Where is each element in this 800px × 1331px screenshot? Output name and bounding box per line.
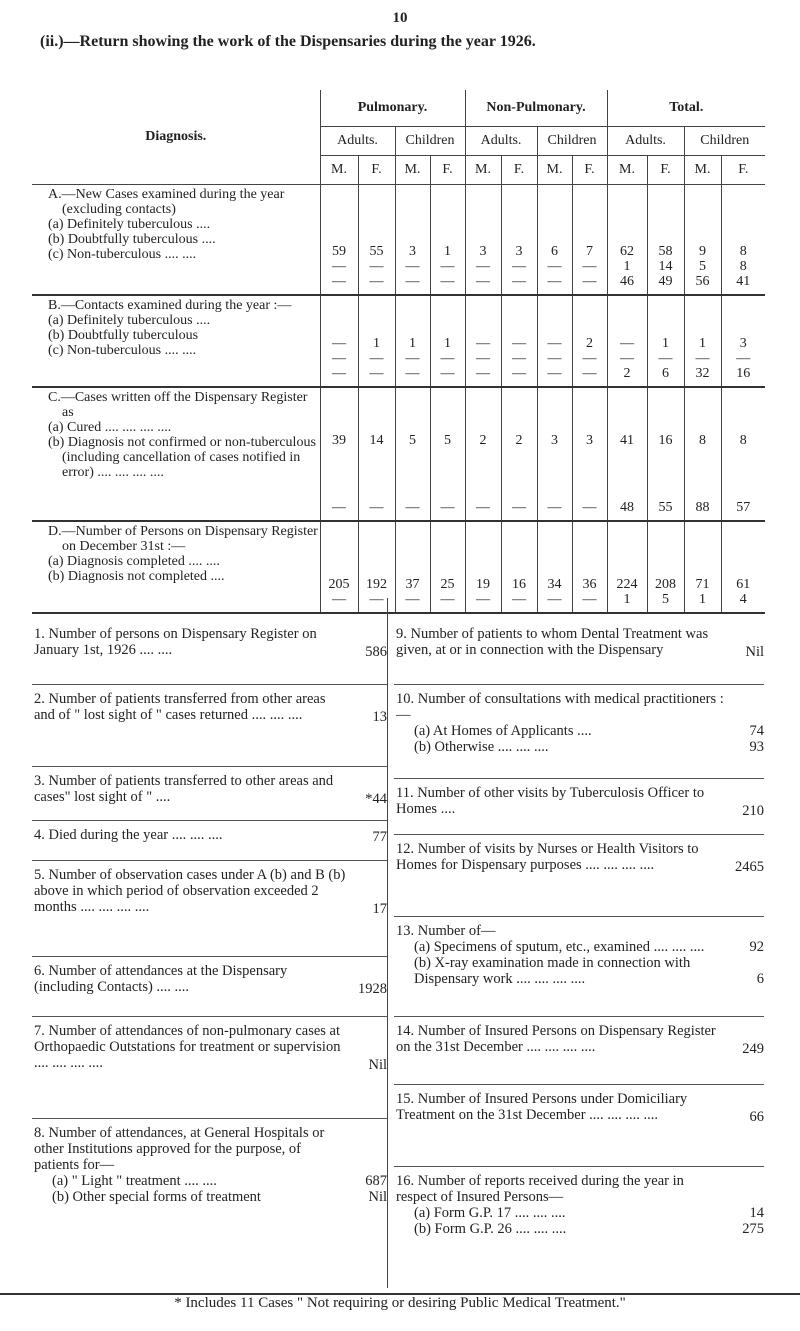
header-f: F. bbox=[358, 156, 395, 185]
value-cell bbox=[537, 295, 572, 387]
item-text: 13. Number of— bbox=[396, 923, 496, 939]
cell-value: 32 bbox=[695, 365, 710, 381]
sub-value: 93 bbox=[749, 739, 764, 755]
header-diagnosis: Diagnosis. bbox=[32, 90, 320, 185]
cell-value: — bbox=[405, 499, 420, 515]
item-value: 66 bbox=[749, 1109, 764, 1125]
item-sub bbox=[394, 1221, 764, 1237]
left_items-item bbox=[32, 860, 387, 921]
header-f: F. bbox=[647, 156, 684, 185]
cell-value: 59 bbox=[332, 243, 346, 259]
cell-value: 8 bbox=[739, 432, 747, 448]
value-cell bbox=[358, 185, 395, 295]
cell-value: — bbox=[405, 591, 420, 607]
value-cell bbox=[395, 387, 430, 521]
cell-value: — bbox=[369, 365, 384, 381]
value-cell bbox=[465, 185, 501, 295]
cell-value: 34 bbox=[547, 576, 562, 592]
value-cell bbox=[647, 387, 684, 521]
cell-value: 3 bbox=[409, 243, 416, 259]
item-text: 11. Number of other visits by Tuberculosis Officer to Homes .... bbox=[396, 785, 705, 817]
column-divider bbox=[387, 598, 388, 1288]
item-value: 77 bbox=[372, 829, 387, 845]
cell-value: 1 bbox=[623, 258, 631, 274]
sub-text: (b) Form G.P. 26 .... .... .... bbox=[414, 1221, 567, 1237]
right_items-item bbox=[394, 1084, 764, 1129]
cell-value: — bbox=[405, 350, 420, 366]
cell-value: — bbox=[512, 273, 526, 289]
cell-value: 88 bbox=[695, 499, 710, 515]
cell-value: — bbox=[512, 499, 526, 515]
right_items-item bbox=[394, 1016, 764, 1061]
section-label bbox=[32, 185, 320, 295]
sub-value: 14 bbox=[749, 1205, 764, 1221]
cell-value: — bbox=[405, 365, 420, 381]
header-pulmonary: Pulmonary. bbox=[320, 90, 465, 127]
table-section bbox=[32, 185, 765, 295]
right_items-item bbox=[394, 778, 764, 823]
cell-value: 224 bbox=[616, 576, 638, 592]
section-label bbox=[32, 387, 320, 521]
page-title: (ii.)—Return showing the work of the Dispensaries during the year 1926. bbox=[40, 33, 536, 50]
section-label bbox=[32, 295, 320, 387]
left_items-item bbox=[32, 1016, 387, 1077]
header-m: M. bbox=[395, 156, 430, 185]
cell-value: 9 bbox=[699, 243, 706, 259]
cell-value: 3 bbox=[551, 432, 558, 448]
cell-value: — bbox=[547, 350, 562, 366]
cell-value: — bbox=[695, 350, 710, 366]
value-cell bbox=[430, 185, 465, 295]
cell-value: 48 bbox=[620, 499, 634, 515]
header-m: M. bbox=[465, 156, 501, 185]
left_items-item bbox=[32, 1118, 387, 1205]
cell-value: — bbox=[405, 258, 420, 274]
cell-value: 16 bbox=[736, 365, 751, 381]
item-value: 2465 bbox=[735, 859, 764, 875]
value-cell bbox=[395, 295, 430, 387]
header-m: M. bbox=[537, 156, 572, 185]
item-text: 10. Number of consultations with medical practitioners :— bbox=[396, 691, 724, 723]
item-text: 1. Number of persons on Dispensary Register on January 1st, 1926 .... .... bbox=[34, 626, 317, 658]
header-m: M. bbox=[320, 156, 358, 185]
cell-value: 16 bbox=[658, 432, 673, 448]
right_items-item bbox=[394, 620, 764, 664]
cell-value: — bbox=[736, 350, 751, 366]
value-cell bbox=[430, 295, 465, 387]
cell-value: 3 bbox=[479, 243, 487, 259]
cell-value: — bbox=[582, 591, 597, 607]
header-m: M. bbox=[607, 156, 647, 185]
header-children: Children bbox=[537, 127, 607, 156]
value-cell bbox=[684, 295, 721, 387]
cell-value: — bbox=[582, 499, 597, 515]
statistics-grid bbox=[32, 598, 765, 1288]
sub-text: (a) Form G.P. 17 .... .... .... bbox=[414, 1205, 566, 1221]
cell-value: 19 bbox=[476, 576, 490, 592]
cell-value: — bbox=[547, 335, 562, 351]
cell-value: — bbox=[369, 258, 384, 274]
sub-text: (a) At Homes of Applicants .... bbox=[414, 723, 592, 739]
cell-value: — bbox=[512, 350, 526, 366]
value-cell bbox=[607, 295, 647, 387]
cell-value: — bbox=[440, 258, 455, 274]
cell-value: 3 bbox=[739, 335, 747, 351]
value-cell bbox=[721, 185, 765, 295]
value-cell bbox=[607, 185, 647, 295]
right_items-item bbox=[394, 684, 764, 755]
row-label: (b) Doubtfully tuberculous .... bbox=[48, 232, 216, 247]
value-cell bbox=[647, 185, 684, 295]
cell-value: — bbox=[547, 273, 562, 289]
value-cell bbox=[430, 387, 465, 521]
header-children: Children bbox=[395, 127, 465, 156]
cell-value: — bbox=[369, 273, 384, 289]
cell-value: — bbox=[512, 335, 526, 351]
cell-value: — bbox=[369, 591, 384, 607]
cell-value: 5 bbox=[444, 432, 451, 448]
cell-value: 6 bbox=[662, 365, 669, 381]
header-non-pulmonary: Non-Pulmonary. bbox=[465, 90, 607, 127]
sub-value: 92 bbox=[749, 939, 764, 955]
item-sub bbox=[394, 1205, 764, 1221]
cell-value: 36 bbox=[582, 576, 597, 592]
header-adults: Adults. bbox=[465, 127, 537, 156]
value-cell bbox=[721, 387, 765, 521]
cell-value: 57 bbox=[736, 499, 751, 515]
section-heading: D.—Number of Persons on Dispensary Register on December 31st :— bbox=[48, 523, 318, 554]
value-cell bbox=[572, 295, 607, 387]
cell-value: 56 bbox=[695, 273, 710, 289]
left_items-item bbox=[32, 820, 387, 849]
return-table bbox=[32, 90, 765, 614]
value-cell bbox=[607, 387, 647, 521]
cell-value: — bbox=[332, 365, 346, 381]
cell-value: 14 bbox=[369, 432, 384, 448]
cell-value: 2 bbox=[586, 335, 593, 351]
item-value: 586 bbox=[365, 644, 387, 660]
cell-value: 71 bbox=[695, 576, 710, 592]
header-f: F. bbox=[721, 156, 765, 185]
header-m: M. bbox=[684, 156, 721, 185]
cell-value: — bbox=[440, 499, 455, 515]
cell-value: — bbox=[440, 273, 455, 289]
cell-value: 14 bbox=[658, 258, 673, 274]
item-text: 2. Number of patients transferred from other areas and of " lost sight of " cases returned .... .... .... bbox=[34, 691, 326, 723]
header-adults: Adults. bbox=[607, 127, 684, 156]
cell-value: 16 bbox=[512, 576, 526, 592]
cell-value: — bbox=[332, 335, 346, 351]
sub-text: (b) Other special forms of treatment bbox=[52, 1189, 261, 1205]
value-cell bbox=[465, 295, 501, 387]
cell-value: 49 bbox=[658, 273, 673, 289]
cell-value: — bbox=[476, 273, 490, 289]
cell-value: — bbox=[582, 273, 597, 289]
table-section bbox=[32, 387, 765, 521]
item-sub bbox=[32, 1189, 387, 1205]
cell-value: 58 bbox=[658, 243, 673, 259]
cell-value: 208 bbox=[655, 576, 676, 592]
cell-value: — bbox=[440, 365, 455, 381]
cell-value: 41 bbox=[736, 273, 751, 289]
row-label: (a) Definitely tuberculous .... bbox=[48, 217, 211, 232]
cell-value: — bbox=[476, 258, 490, 274]
cell-value: 2 bbox=[515, 432, 523, 448]
cell-value: 46 bbox=[620, 273, 634, 289]
section-heading: C.—Cases written off the Dispensary Register as bbox=[48, 389, 308, 420]
cell-value: 55 bbox=[369, 243, 384, 259]
cell-value: — bbox=[332, 591, 346, 607]
item-value: Nil bbox=[745, 644, 764, 660]
item-text: 14. Number of Insured Persons on Dispensary Register on the 31st December .... .... .... .... bbox=[396, 1023, 716, 1055]
header-adults: Adults. bbox=[320, 127, 395, 156]
header-f: F. bbox=[501, 156, 537, 185]
cell-value: — bbox=[582, 350, 597, 366]
value-cell bbox=[572, 185, 607, 295]
value-cell bbox=[501, 295, 537, 387]
item-value: 13 bbox=[372, 709, 387, 725]
cell-value: 1 bbox=[699, 335, 706, 351]
cell-value: — bbox=[476, 350, 490, 366]
value-cell bbox=[647, 295, 684, 387]
cell-value: — bbox=[582, 258, 597, 274]
value-cell bbox=[395, 185, 430, 295]
item-sub bbox=[394, 723, 764, 739]
left_items-item bbox=[32, 766, 387, 811]
value-cell bbox=[501, 185, 537, 295]
cell-value: 39 bbox=[332, 432, 346, 448]
item-sub bbox=[394, 739, 764, 755]
section-heading: B.—Contacts examined during the year :— bbox=[48, 297, 292, 313]
cell-value: 1 bbox=[444, 243, 451, 259]
row-label: (c) Non-tuberculous .... .... bbox=[48, 342, 197, 358]
cell-value: — bbox=[620, 350, 634, 366]
item-text: 4. Died during the year .... .... .... bbox=[34, 827, 223, 843]
sub-value: 687 bbox=[365, 1173, 387, 1189]
sub-value: 275 bbox=[742, 1221, 764, 1237]
item-sub bbox=[394, 939, 764, 955]
cell-value: — bbox=[582, 365, 597, 381]
sub-value: Nil bbox=[368, 1189, 387, 1205]
sub-value: 6 bbox=[756, 971, 764, 987]
value-cell bbox=[572, 387, 607, 521]
cell-value: — bbox=[547, 258, 562, 274]
value-cell bbox=[320, 185, 358, 295]
cell-value: 192 bbox=[366, 576, 387, 592]
table-section bbox=[32, 295, 765, 387]
item-value: 249 bbox=[742, 1041, 764, 1057]
value-cell bbox=[358, 295, 395, 387]
cell-value: 1 bbox=[699, 591, 706, 607]
value-cell bbox=[721, 295, 765, 387]
cell-value: 62 bbox=[620, 243, 634, 259]
row-label: (b) Diagnosis not completed .... bbox=[48, 568, 225, 584]
cell-value: — bbox=[476, 365, 490, 381]
item-text: 5. Number of observation cases under A (b) and B (b) above in which period of observation exceeded 2 months .... .... .... .... bbox=[34, 867, 346, 915]
header-children: Children bbox=[684, 127, 765, 156]
value-cell bbox=[320, 295, 358, 387]
value-cell bbox=[358, 387, 395, 521]
item-sub bbox=[394, 955, 764, 987]
cell-value: 41 bbox=[620, 432, 634, 448]
cell-value: 8 bbox=[699, 432, 706, 448]
item-text: 7. Number of attendances of non-pulmonary cases at Orthopaedic Outstations for treatment or supervision .... .... .... .... bbox=[34, 1023, 341, 1071]
cell-value: 37 bbox=[405, 576, 420, 592]
item-text: 9. Number of patients to whom Dental Treatment was given, at or in connection with the Dispensary bbox=[396, 626, 709, 658]
cell-value: 8 bbox=[739, 243, 747, 259]
cell-value: — bbox=[476, 499, 490, 515]
item-text: 15. Number of Insured Persons under Domiciliary Treatment on the 31st December .... .... .... .... bbox=[396, 1091, 688, 1123]
cell-value: 5 bbox=[699, 258, 706, 274]
right_items-item bbox=[394, 916, 764, 987]
right_items-item bbox=[394, 834, 764, 879]
item-text: 8. Number of attendances, at General Hospitals or other Institutions approved for the purpose, of patients for— bbox=[34, 1125, 325, 1173]
right_items-item bbox=[394, 1166, 764, 1237]
cell-value: 55 bbox=[658, 499, 673, 515]
sub-text: (b) X-ray examination made in connection with Dispensary work .... .... .... .... bbox=[414, 955, 691, 987]
cell-value: — bbox=[512, 591, 526, 607]
header-f: F. bbox=[572, 156, 607, 185]
cell-value: — bbox=[512, 365, 526, 381]
cell-value: 205 bbox=[328, 576, 350, 592]
cell-value: 1 bbox=[623, 591, 631, 607]
page-number: 10 bbox=[392, 10, 408, 26]
row-label: (b) Diagnosis not confirmed or non-tuberculous (including cancellation of cases notified in error) .... .... .... .... bbox=[48, 434, 316, 480]
left_items-item bbox=[32, 956, 387, 1001]
cell-value: 6 bbox=[551, 243, 558, 259]
cell-value: — bbox=[547, 499, 562, 515]
item-text: 16. Number of reports received during the year in respect of Insured Persons— bbox=[396, 1173, 684, 1205]
cell-value: — bbox=[476, 335, 490, 351]
item-text: 6. Number of attendances at the Dispensary (including Contacts) .... .... bbox=[34, 963, 288, 995]
row-label: (b) Doubtfully tuberculous bbox=[48, 327, 199, 343]
left_items-item bbox=[32, 684, 387, 729]
cell-value: — bbox=[440, 350, 455, 366]
cell-value: — bbox=[405, 273, 420, 289]
cell-value: — bbox=[369, 499, 384, 515]
header-f: F. bbox=[430, 156, 465, 185]
left_items-item bbox=[32, 620, 387, 664]
cell-value: 1 bbox=[444, 335, 451, 351]
item-value: Nil bbox=[368, 1057, 387, 1073]
row-label: (a) Diagnosis completed .... .... bbox=[48, 553, 220, 569]
value-cell bbox=[684, 387, 721, 521]
item-text: 12. Number of visits by Nurses or Health Visitors to Homes for Dispensary purposes .... .... .... .... bbox=[396, 841, 699, 873]
cell-value: 3 bbox=[515, 243, 523, 259]
value-cell bbox=[501, 387, 537, 521]
item-value: *44 bbox=[365, 791, 387, 807]
item-value: 1928 bbox=[358, 981, 387, 997]
row-label: (a) Definitely tuberculous .... bbox=[48, 312, 211, 328]
cell-value: 4 bbox=[739, 591, 747, 607]
footnote: * Includes 11 Cases " Not requiring or desiring Public Medical Treatment." bbox=[0, 1293, 800, 1312]
cell-value: 61 bbox=[736, 576, 751, 592]
item-text: 3. Number of patients transferred to other areas and cases" lost sight of " .... bbox=[34, 773, 334, 805]
cell-value: — bbox=[620, 335, 634, 351]
item-value: 17 bbox=[372, 901, 387, 917]
cell-value: — bbox=[658, 350, 673, 366]
cell-value: — bbox=[547, 365, 562, 381]
row-label: (c) Non-tuberculous .... .... bbox=[48, 247, 197, 262]
item-value: 210 bbox=[742, 803, 764, 819]
cell-value: 25 bbox=[440, 576, 455, 592]
cell-value: — bbox=[332, 258, 346, 274]
cell-value: — bbox=[440, 591, 455, 607]
row-label: (a) Cured .... .... .... .... bbox=[48, 419, 172, 435]
cell-value: 2 bbox=[479, 432, 487, 448]
cell-value: 7 bbox=[586, 243, 593, 259]
cell-value: — bbox=[332, 350, 346, 366]
value-cell bbox=[320, 387, 358, 521]
cell-value: 8 bbox=[739, 258, 747, 274]
value-cell bbox=[465, 387, 501, 521]
value-cell bbox=[537, 387, 572, 521]
cell-value: 1 bbox=[409, 335, 416, 351]
cell-value: — bbox=[332, 273, 346, 289]
cell-value: — bbox=[332, 499, 346, 515]
cell-value: — bbox=[512, 258, 526, 274]
value-cell bbox=[684, 185, 721, 295]
cell-value: 3 bbox=[586, 432, 593, 448]
cell-value: 2 bbox=[623, 365, 631, 381]
sub-value: 74 bbox=[749, 723, 764, 739]
cell-value: — bbox=[369, 350, 384, 366]
value-cell bbox=[537, 185, 572, 295]
cell-value: — bbox=[476, 591, 490, 607]
sub-text: (a) Specimens of sputum, etc., examined .... .... .... bbox=[414, 939, 705, 955]
cell-value: 1 bbox=[662, 335, 669, 351]
sub-text: (a) " Light " treatment .... .... bbox=[52, 1173, 217, 1189]
header-total: Total. bbox=[607, 90, 765, 127]
cell-value: 5 bbox=[409, 432, 416, 448]
cell-value: — bbox=[547, 591, 562, 607]
item-sub bbox=[32, 1173, 387, 1189]
section-heading: A.—New Cases examined during the year (excluding contacts) bbox=[48, 187, 285, 217]
cell-value: 1 bbox=[373, 335, 380, 351]
cell-value: 5 bbox=[662, 591, 669, 607]
sub-text: (b) Otherwise .... .... .... bbox=[414, 739, 549, 755]
